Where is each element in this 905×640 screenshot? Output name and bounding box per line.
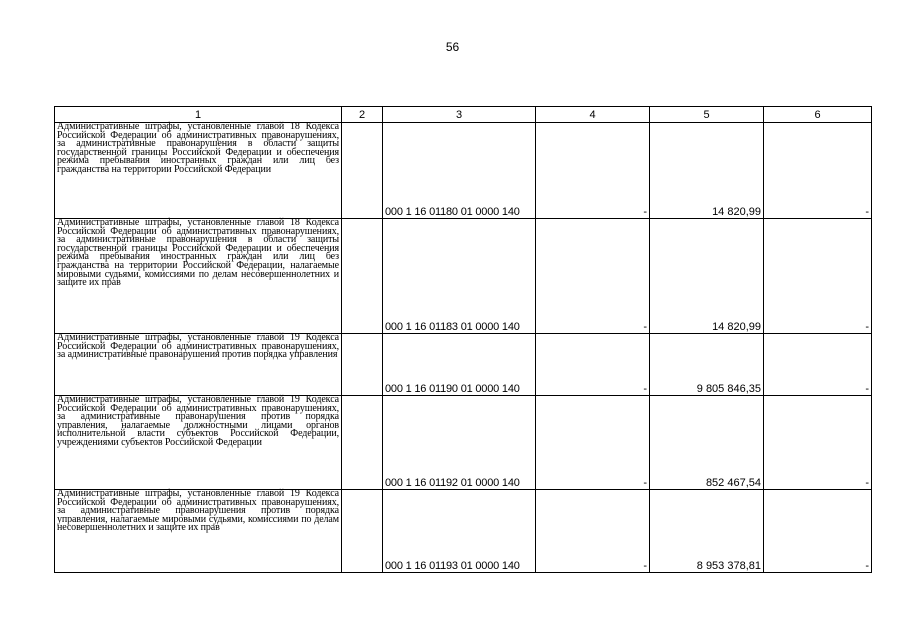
row-code: 000 1 16 01183 01 0000 140 xyxy=(383,219,536,334)
row-col6: - xyxy=(764,219,872,334)
row-name: Административные штрафы, установленные главой 18 Кодекса Российской Федерации об административных правонарушениях, за административные правонарушения в области защиты государственной границы Российской Федерации и обеспечения режима пребывания иностранных граждан или лиц без гражданства на территории Российской Федерации, налагаемые мировыми судьями, комиссиями по делам несовершеннолетних и защите их прав xyxy=(55,219,342,334)
column-header-5: 5 xyxy=(650,107,764,123)
row-col4: - xyxy=(536,123,650,219)
row-col6: - xyxy=(764,123,872,219)
table-row xyxy=(55,123,872,219)
column-header-4: 4 xyxy=(536,107,650,123)
row-col4: - xyxy=(536,334,650,396)
table-row xyxy=(55,219,872,334)
row-col2 xyxy=(342,396,383,490)
column-header-3: 3 xyxy=(383,107,536,123)
row-col2 xyxy=(342,490,383,573)
row-amount: 852 467,54 xyxy=(650,396,764,490)
table-row xyxy=(55,396,872,490)
row-name: Административные штрафы, установленные главой 18 Кодекса Российской Федерации об административных правонарушениях, за административные правонарушения в области защиты государственной границы Российской Федерации и обеспечения режима пребывания иностранных граждан или лиц без гражданства на территории Российской Федерации xyxy=(55,123,342,219)
column-header-6: 6 xyxy=(764,107,872,123)
row-col6: - xyxy=(764,490,872,573)
row-amount: 14 820,99 xyxy=(650,219,764,334)
budget-table xyxy=(54,106,872,573)
row-name: Административные штрафы, установленные главой 19 Кодекса Российской Федерации об административных правонарушениях, за административные правонарушения против порядка управления, налагаемые должностными лицами органов исполнительной власти субъектов Российской Федерации, учреждениями субъектов Российской Федерации xyxy=(55,396,342,490)
row-col2 xyxy=(342,334,383,396)
row-amount: 9 805 846,35 xyxy=(650,334,764,396)
row-name: Административные штрафы, установленные главой 19 Кодекса Российской Федерации об административных правонарушениях, за административные правонарушения против порядка управления xyxy=(55,334,342,396)
column-header-2: 2 xyxy=(342,107,383,123)
table-row xyxy=(55,334,872,396)
row-col6: - xyxy=(764,334,872,396)
row-col4: - xyxy=(536,396,650,490)
row-col4: - xyxy=(536,219,650,334)
row-col2 xyxy=(342,123,383,219)
row-col4: - xyxy=(536,490,650,573)
page-number: 56 xyxy=(445,40,460,54)
row-amount: 8 953 378,81 xyxy=(650,490,764,573)
row-code: 000 1 16 01180 01 0000 140 xyxy=(383,123,536,219)
row-name: Административные штрафы, установленные главой 19 Кодекса Российской Федерации об административных правонарушениях, за административные правонарушения против порядка управления, налагаемые мировыми судьями, комиссиями по делам несовершеннолетних и защите их прав xyxy=(55,490,342,573)
row-code: 000 1 16 01192 01 0000 140 xyxy=(383,396,536,490)
row-code: 000 1 16 01193 01 0000 140 xyxy=(383,490,536,573)
row-amount: 14 820,99 xyxy=(650,123,764,219)
row-col2 xyxy=(342,219,383,334)
row-col6: - xyxy=(764,396,872,490)
row-code: 000 1 16 01190 01 0000 140 xyxy=(383,334,536,396)
column-header-1: 1 xyxy=(55,107,342,123)
table-row xyxy=(55,490,872,573)
